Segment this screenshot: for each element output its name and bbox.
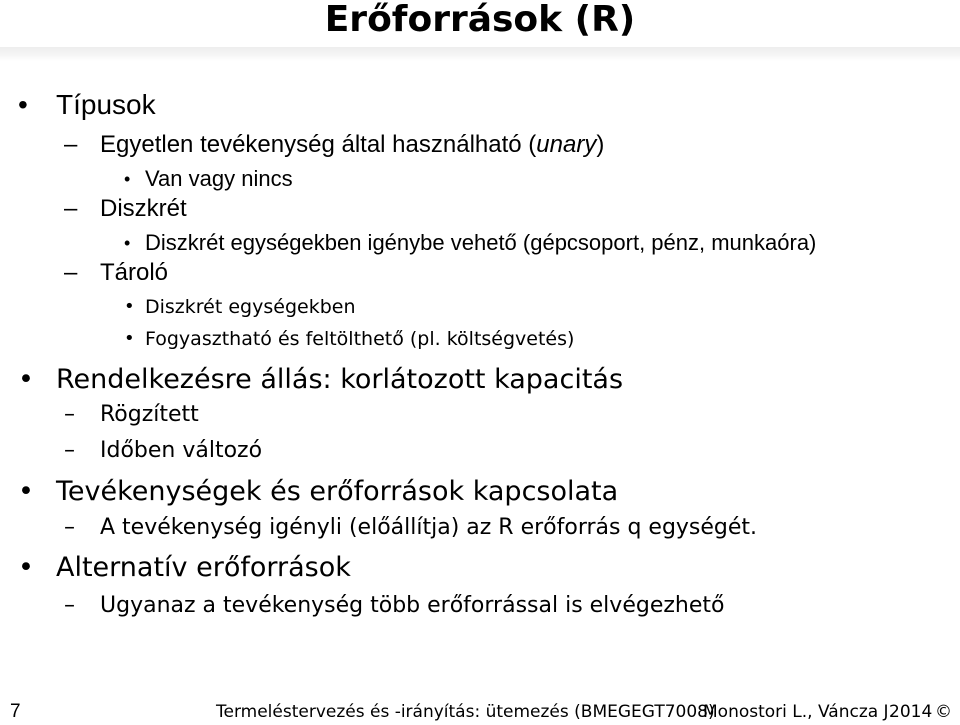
item-text: Egyetlen tevékenység által használható (unary)	[100, 131, 605, 158]
bullet-icon: •	[18, 552, 34, 583]
dash-icon: –	[64, 593, 75, 618]
item-text: Tevékenységek és erőforrások kapcsolata	[56, 476, 619, 507]
item-text: Típusok	[56, 89, 156, 120]
bullet-icon: •	[124, 328, 135, 349]
bullet-icon: •	[18, 364, 34, 395]
bullet-icon: •	[124, 169, 131, 189]
dash-icon: –	[64, 195, 78, 222]
item-text: Diszkrét egységekben igénybe vehető (gépcsoport, pénz, munkaóra)	[145, 230, 817, 255]
dash-icon: –	[64, 402, 75, 427]
dash-icon: –	[64, 259, 78, 286]
item-text: Tároló	[100, 259, 169, 286]
item-text: Időben változó	[100, 438, 263, 463]
slide-title: Erőforrások (R)	[324, 0, 636, 40]
item-text: Fogyasztható és feltölthető (pl. költségvetés)	[145, 328, 575, 350]
dash-icon: –	[64, 438, 75, 463]
page-number: 7	[10, 701, 21, 722]
bullet-icon: •	[18, 476, 34, 507]
bullet-icon: •	[124, 296, 135, 317]
footer-year: 2014	[889, 702, 933, 722]
footer-course: Termeléstervezés és -irányítás: ütemezés (BMEGEGT7008)	[216, 702, 715, 722]
item-text: Diszkrét egységekben	[145, 296, 356, 318]
bullet-icon: •	[18, 89, 28, 120]
item-text: Diszkrét	[100, 195, 187, 222]
item-text: Alternatív erőforrások	[56, 552, 351, 583]
item-text: Rögzített	[100, 402, 199, 427]
item-text: Ugyanaz a tevékenység több erőforrással is elvégezhető	[100, 593, 725, 618]
dash-icon: –	[64, 131, 78, 158]
dash-icon: –	[64, 515, 75, 540]
copyright-icon: ©	[935, 702, 952, 722]
title-divider	[0, 47, 960, 61]
footer-authors: Monostori L., Váncza J.	[703, 702, 894, 722]
item-text: Van vagy nincs	[145, 166, 293, 191]
bullet-icon: •	[124, 233, 131, 253]
item-text: Rendelkezésre állás: korlátozott kapacitás	[56, 364, 624, 395]
item-text: A tevékenység igényli (előállítja) az R erőforrás q egységét.	[100, 515, 758, 540]
